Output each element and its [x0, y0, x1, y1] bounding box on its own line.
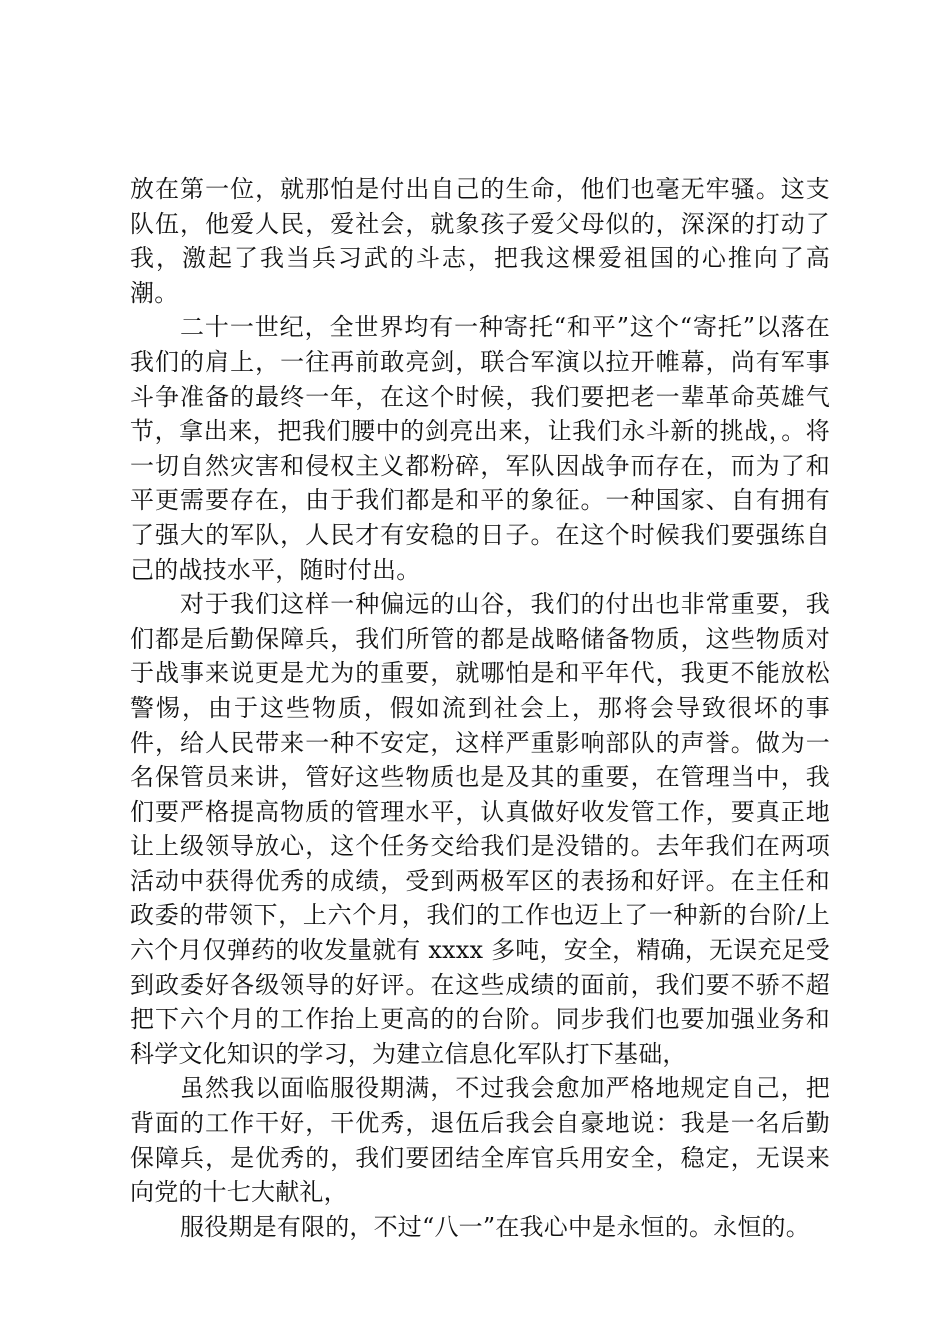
paragraph-1: 放在第一位，就那怕是付出自己的生命，他们也毫无牢骚。这支队伍，他爱人民，爱社会，就象孩子爱父母似的，深深的打动了我，激起了我当兵习武的斗志，把我这棵爱祖国的心推向了高潮。 — [130, 175, 830, 307]
paragraph-3: 对于我们这样一种偏远的山谷，我们的付出也非常重要，我们都是后勤保障兵，我们所管的都是战略储备物质，这些物质对于战事来说更是尤为的重要，就哪怕是和平年代，我更不能放松警惕，由于这些物质，假如流到社会上，那将会导致很坏的事件，给人民带来一种不安定，这样严重影响部队的声誉。做为一名保管员来讲，管好这些物质也是及其的重要，在管理当中，我们要严格提高物质的管理水平，认真做好收发管工作，要真正地让上级领导放心，这个任务交给我们是没错的。去年我们在两项活动中获得优秀的成绩，受到两极军区的表扬和好评。在主任和政委的带领下，上六个月，我们的工作也迈上了一种新的台阶/上六个月仅弹药的收发量就有 xxxx 多吨，安全，精确，无误充足受到政委好各级领导的好评。在这些成绩的面前，我们要不骄不超把下六个月的工作抬上更高的的台阶。同步我们也要加强业务和科学文化知识的学习，为建立信息化军队打下基础， — [130, 590, 830, 1068]
paragraph-2: 二十一世纪，全世界均有一种寄托“和平”这个“寄托”以落在我们的肩上，一往再前敢亮剑，联合军演以拉开帷幕，尚有军事斗争准备的最终一年，在这个时候，我们要把老一辈革命英雄气节，拿出来，把我们腰中的剑亮出来，让我们永斗新的挑战，。将一切自然灾害和侵权主义都粉碎，军队因战争而存在，而为了和平更需要存在，由于我们都是和平的象征。一种国家、自有拥有了强大的军队，人民才有安稳的日子。在这个时候我们要强练自己的战技水平，随时付出。 — [130, 313, 830, 584]
document-body — [130, 172, 830, 1244]
paragraph-5: 服役期是有限的，不过“八一”在我心中是永恒的。永恒的。 — [180, 1212, 810, 1241]
paragraph-4: 虽然我以面临服役期满，不过我会愈加严格地规定自己，把背面的工作干好，干优秀，退伍后我会自豪地说：我是一名后勤保障兵，是优秀的，我们要团结全库官兵用安全，稳定，无误来向党的十七大献礼， — [130, 1074, 830, 1207]
